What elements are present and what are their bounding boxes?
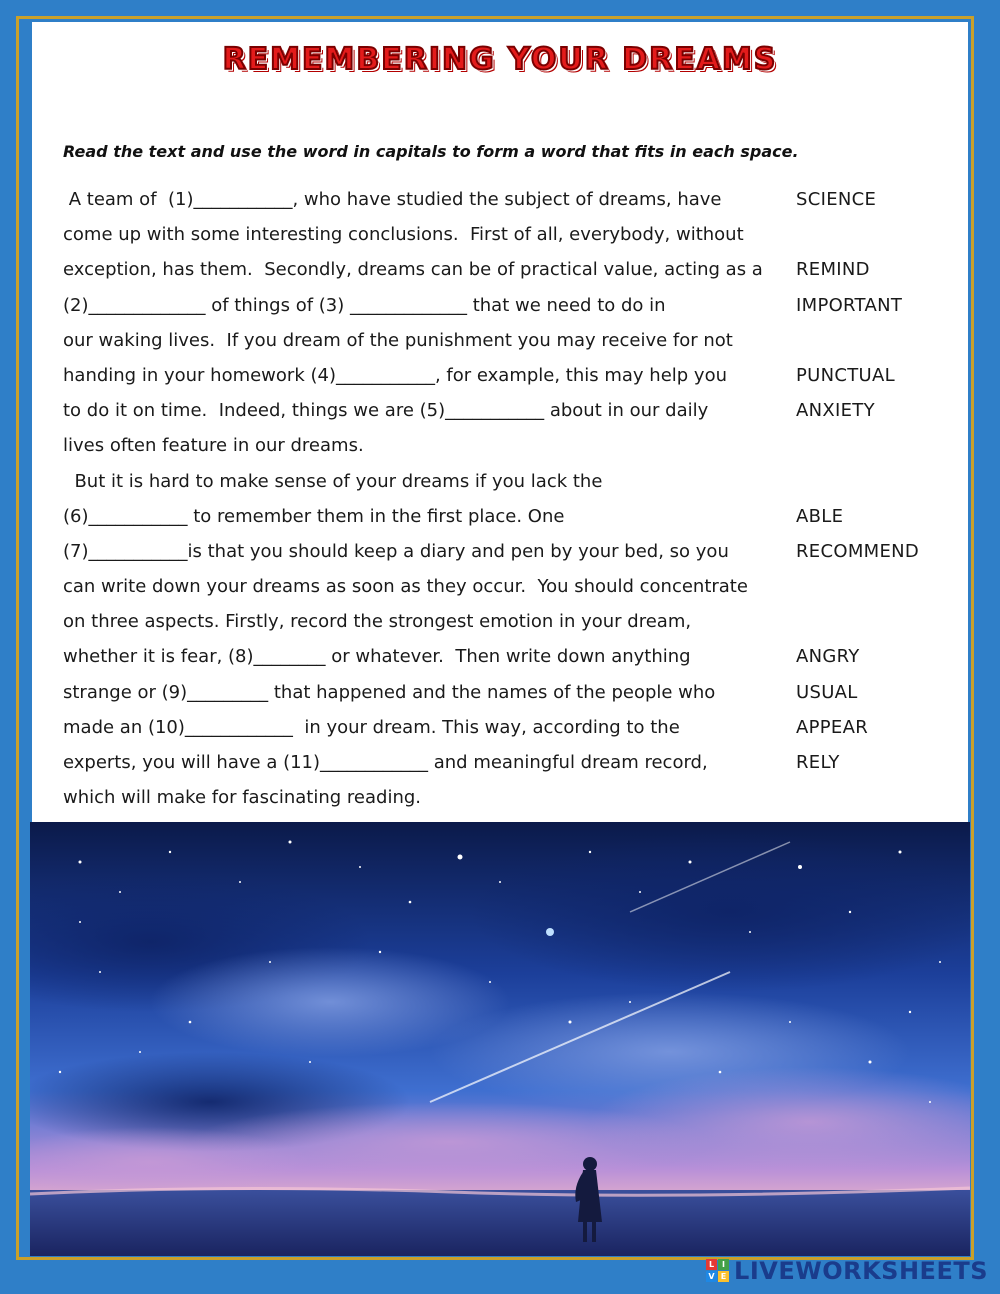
passage-line — [63, 780, 953, 815]
passage-text: But it is hard to make sense of your dreams if you lack the — [63, 470, 603, 492]
passage-line — [63, 323, 953, 358]
passage-text: lives often feature in our dreams. — [63, 435, 364, 457]
logo-letter-i: I — [718, 1259, 729, 1270]
passage-text: strange or (9)_________ that happened and the names of the people who — [63, 681, 716, 703]
night-sky-illustration — [30, 822, 970, 1256]
logo-letter-l: L — [706, 1259, 717, 1270]
passage-text: on three aspects. Firstly, record the strongest emotion in your dream, — [63, 611, 692, 633]
passage-text: made an (10)____________ in your dream. This way, according to the — [63, 716, 680, 738]
passage-text: A team of (1)___________, who have studied the subject of dreams, have — [63, 189, 722, 210]
keyword-rely: RELY — [796, 752, 840, 773]
passage-line — [63, 464, 953, 499]
liveworksheets-footer — [706, 1256, 988, 1286]
keyword-anxiety: ANXIETY — [796, 400, 875, 422]
passage-text: to do it on time. Indeed, things we are (5)___________ about in our daily — [63, 400, 709, 422]
passage-line — [63, 639, 953, 674]
passage-text: (2)_____________ of things of (3) _____________ that we need to do in — [63, 294, 666, 316]
passage-line — [63, 710, 953, 745]
passage-line — [63, 534, 953, 569]
passage-text: (6)___________ to remember them in the first place. One — [63, 505, 565, 527]
passage-line — [63, 604, 953, 639]
keyword-usual: USUAL — [796, 681, 858, 703]
passage-line — [63, 675, 953, 710]
passage-line — [63, 393, 953, 428]
passage-text: our waking lives. If you dream of the punishment you may receive for not — [63, 329, 733, 351]
passage-text: come up with some interesting conclusions. First of all, everybody, without — [63, 224, 744, 246]
keyword-punctual: PUNCTUAL — [796, 364, 895, 386]
keyword-able: ABLE — [796, 505, 844, 527]
passage-text: which will make for fascinating reading. — [63, 787, 422, 809]
passage-line — [63, 499, 953, 534]
passage-line — [63, 358, 953, 393]
passage-text: handing in your homework (4)___________, for example, this may help you — [63, 364, 728, 386]
worksheet-title: REMEMBERING YOUR DREAMS — [222, 42, 778, 77]
instructions: Read the text and use the word in capitals to form a word that fits in each space. — [63, 142, 799, 161]
liveworksheets-brand: LIVEWORKSHEETS — [734, 1257, 988, 1285]
passage-line — [63, 428, 953, 463]
keyword-appear: APPEAR — [796, 716, 869, 738]
passage-text: can write down your dreams as soon as they occur. You should concentrate — [63, 576, 748, 598]
passage-text: exception, has them. Secondly, dreams can be of practical value, acting as a — [63, 259, 763, 281]
keyword-important: IMPORTANT — [796, 294, 903, 316]
passage-lines — [63, 182, 953, 815]
passage-line — [63, 217, 953, 252]
passage-line — [63, 182, 953, 217]
keyword-science: SCIENCE — [796, 189, 877, 210]
passage-line — [63, 745, 953, 780]
liveworksheets-logo-icon — [706, 1259, 730, 1283]
keyword-angry: ANGRY — [796, 646, 860, 668]
keyword-recommend: RECOMMEND — [796, 540, 920, 562]
passage-text: (7)___________is that you should keep a diary and pen by your bed, so you — [63, 540, 729, 562]
passage-text: whether it is fear, (8)________ or whatever. Then write down anything — [63, 646, 691, 668]
passage-line — [63, 569, 953, 604]
logo-letter-v: V — [706, 1271, 717, 1282]
passage-line — [63, 288, 953, 323]
passage-text: experts, you will have a (11)____________ and meaningful dream record, — [63, 752, 708, 773]
worksheet-sheet — [32, 22, 968, 822]
passage-line — [63, 252, 953, 287]
logo-letter-e: E — [718, 1271, 729, 1282]
keyword-remind: REMIND — [796, 259, 870, 281]
